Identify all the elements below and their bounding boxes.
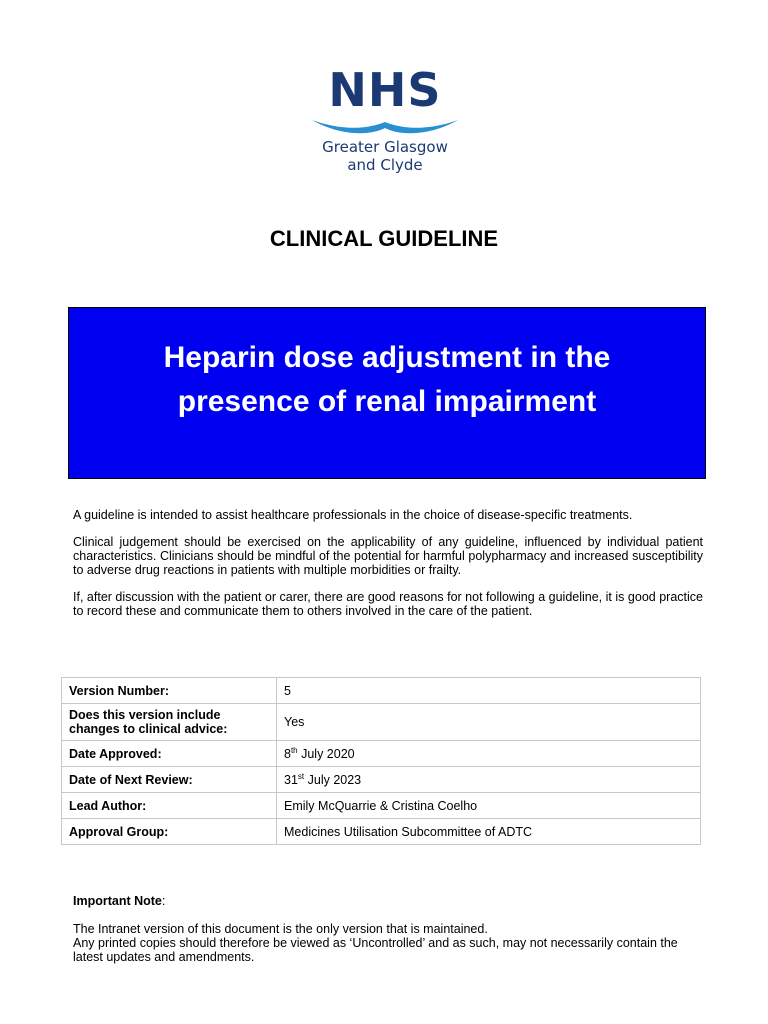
table-row — [62, 741, 701, 767]
changes-value: Yes — [277, 704, 701, 741]
note-line-1: The Intranet version of this document is the only version that is maintained. — [73, 922, 488, 936]
approved-suffix: th — [290, 745, 298, 755]
review-value — [277, 767, 701, 793]
intro-section — [73, 508, 703, 631]
logo-org-line-2: and Clyde — [347, 156, 423, 174]
review-day: 31 — [284, 772, 298, 787]
important-note — [73, 894, 703, 964]
note-line-2: Any printed copies should therefore be viewed as ‘Uncontrolled’ and as such, may not necessarily contain the latest updates and amendments. — [73, 936, 678, 964]
intro-paragraph-1: A guideline is intended to assist healthcare professionals in the choice of disease-specific treatments. — [73, 508, 633, 522]
wave-icon — [310, 116, 460, 138]
version-value: 5 — [277, 678, 701, 704]
table-row — [62, 678, 701, 704]
group-label: Approval Group: — [62, 819, 277, 845]
group-value: Medicines Utilisation Subcommittee of ADTC — [277, 819, 701, 845]
intro-paragraph-3: If, after discussion with the patient or carer, there are good reasons for not following a guideline, it is good practice to record these and communicate them to others involved in the care of the patient. — [73, 590, 703, 618]
review-rest: July 2023 — [304, 772, 362, 787]
document-type-heading: CLINICAL GUIDELINE — [269, 226, 499, 251]
logo-brand: NHS — [328, 63, 442, 117]
review-suffix: st — [297, 771, 305, 781]
author-value: Emily McQuarrie & Cristina Coelho — [277, 793, 701, 819]
note-heading: Important Note — [73, 894, 162, 908]
document-metadata-table — [61, 677, 701, 845]
version-label: Version Number: — [62, 678, 277, 704]
approved-value — [277, 741, 701, 767]
approved-day: 8 — [284, 746, 291, 761]
approved-label: Date Approved: — [62, 741, 277, 767]
author-label: Lead Author: — [62, 793, 277, 819]
logo-org-line-1: Greater Glasgow — [322, 138, 448, 156]
table-row — [62, 819, 701, 845]
changes-label: Does this version include changes to clinical advice: — [62, 704, 277, 741]
note-heading-line — [73, 894, 703, 908]
intro-paragraph-2: Clinical judgement should be exercised on the applicability of any guideline, influenced by individual patient characteristics. Clinicians should be mindful of the potential for harmful polypharmacy and increased susceptibility to adverse drug reactions in patients with multiple morbidities or frailty. — [73, 535, 703, 577]
document-title: Heparin dose adjustment in the presence of renal impairment — [163, 341, 611, 418]
table-row — [62, 793, 701, 819]
review-label: Date of Next Review: — [62, 767, 277, 793]
approved-rest: July 2020 — [297, 746, 355, 761]
table-row — [62, 767, 701, 793]
table-row — [62, 704, 701, 741]
note-colon: : — [161, 894, 166, 908]
title-banner — [68, 307, 706, 479]
nhs-logo — [300, 64, 470, 184]
